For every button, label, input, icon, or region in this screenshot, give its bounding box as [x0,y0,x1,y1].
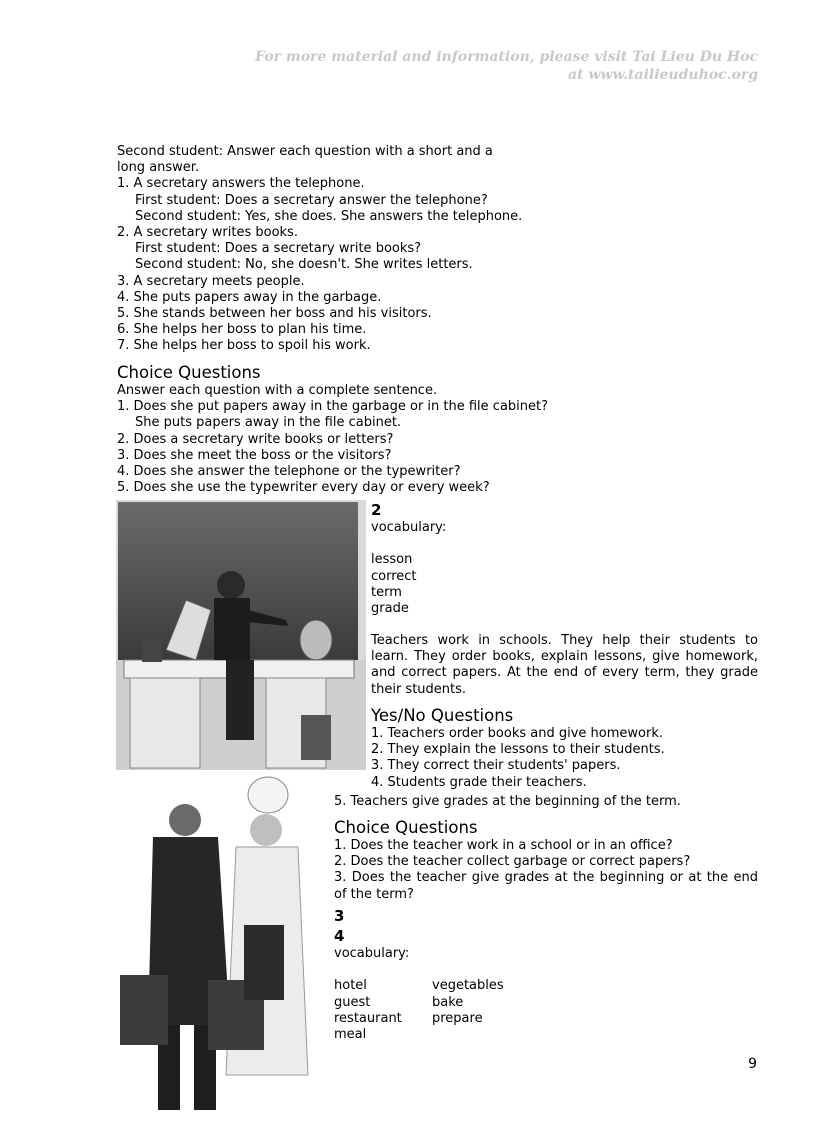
vocabulary-word: lesson [371,552,413,568]
vocabulary-word: meal [334,1027,367,1043]
list-item: 3. Does the teacher give grades at the beginning or at the end of the term? [334,870,758,902]
list-item: 3. A secretary meets people. [117,273,305,289]
list-item: 6. She helps her boss to plan his time. [117,322,367,338]
section-heading: Choice Questions [334,818,478,837]
vocabulary-word: guest [334,994,371,1010]
yes-no-item-5 [334,794,681,810]
example-line: Second student: No, she doesn't. She writes letters. [135,257,473,273]
vocabulary-word: hotel [334,978,367,994]
teacher-photo [116,500,366,770]
section-heading: Choice Questions [117,363,261,382]
lesson-number: 2 [371,501,382,519]
vocabulary-word: term [371,584,402,600]
choice-questions-section [117,363,548,496]
vocabulary-word: restaurant [334,1010,402,1026]
example-line: Second student: Yes, she does. She answers the telephone. [135,208,523,224]
list-item: 4. She puts papers away in the garbage. [117,289,382,305]
lesson-3-4-vocabulary [334,906,542,1043]
choice-questions-section-2 [334,818,758,903]
list-item: 2. Does the teacher collect garbage or correct papers? [334,854,691,870]
list-item: 2. Does a secretary write books or letters? [117,431,394,447]
vocabulary-grid [334,978,542,1043]
vocabulary-label: vocabulary: [334,946,410,961]
list-item: 5. Teachers give grades at the beginning of the term. [334,794,681,809]
lesson-number: 3 [334,907,345,925]
list-item: 2. They explain the lessons to their students. [371,742,665,758]
header-line-2: at www.tailieuduhoc.org [568,67,758,83]
vocabulary-word: bake [432,994,464,1010]
instruction-line: Second student: Answer each question with a short and a [117,144,493,159]
list-item: 1. Does she put papers away in the garbage or in the file cabinet? [117,399,549,415]
vocabulary-word: grade [371,601,409,617]
vocabulary-word: correct [371,568,417,584]
header-line-1: For more material and information, please visit Tai Lieu Du Hoc [255,49,758,65]
lesson-2-paragraph: Teachers work in schools. They help their students to learn. They order books, explain lessons, give homework, and correct papers. At the end of every term, they grade their students. [371,633,758,697]
list-item: 7. She helps her boss to spoil his work. [117,338,371,354]
list-item: 5. She stands between her boss and his visitors. [117,306,432,322]
list-item: 3. They correct their students' papers. [371,758,621,774]
vocabulary-label: vocabulary: [371,520,447,535]
list-item: 1. Does the teacher work in a school or in an office? [334,838,673,853]
hotel-staff-photo [108,775,330,1123]
list-item: 1. A secretary answers the telephone. [117,176,365,192]
list-item: 4. Students grade their teachers. [371,774,587,790]
short-long-answer-section [117,144,522,355]
lesson-2-vocabulary [371,500,446,617]
list-item: 3. Does she meet the boss or the visitors? [117,447,392,463]
page-number: 9 [748,1056,757,1072]
yes-no-questions-section [371,706,665,791]
instruction-line: long answer. [117,160,200,176]
instruction-line: Answer each question with a complete sentence. [117,383,438,398]
vocabulary-word: vegetables [432,978,504,994]
lesson-number: 4 [334,927,345,945]
example-line: She puts papers away in the file cabinet. [135,415,402,431]
list-item: 4. Does she answer the telephone or the typewriter? [117,464,461,480]
example-line: First student: Does a secretary answer the telephone? [135,192,488,208]
example-line: First student: Does a secretary write books? [135,241,422,257]
list-item: 5. Does she use the typewriter every day or every week? [117,480,490,496]
list-item: 2. A secretary writes books. [117,225,298,241]
page-header [255,48,758,84]
vocabulary-word: prepare [432,1010,483,1026]
section-heading: Yes/No Questions [371,706,514,725]
list-item: 1. Teachers order books and give homework. [371,726,663,741]
